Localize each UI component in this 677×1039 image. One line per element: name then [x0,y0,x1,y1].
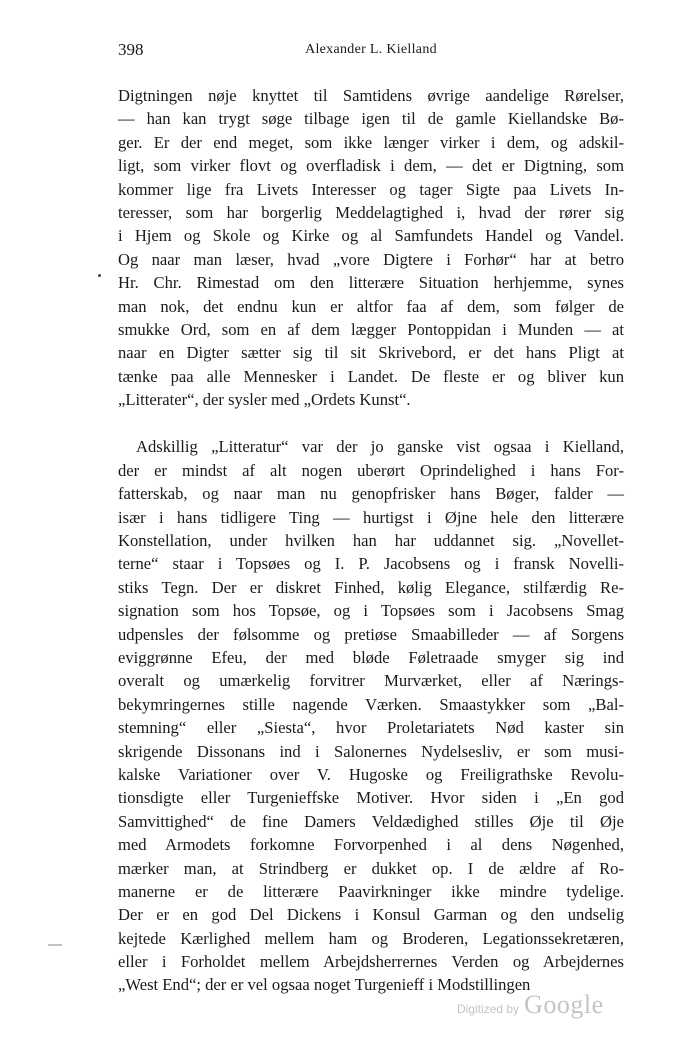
text-line: smukke Ord, som en af dem lægger Pontoppidan i Munden — at [118,319,624,339]
text-line: Der er en god Del Dickens i Konsul Garman og den undselig [118,905,624,925]
page-number: 398 [118,40,144,59]
text-line: fatterskab, og naar man nu genopfrisker hans Bøger, falder — [118,484,624,504]
text-line: terne“ staar i Topsøes og I. P. Jacobsens og i fransk Novelli- [118,554,624,574]
paragraph-2 [118,435,624,996]
watermark-brand: Google [524,990,604,1019]
text-line: tænke paa alle Mennesker i Landet. De fleste er og bliver kun [118,366,624,386]
text-line: mærker man, at Strindberg er dukket op. I de ældre af Ro- [118,858,624,878]
text-line: Og naar man læser, hvad „vore Digtere i Forhør“ har at betro [118,249,624,269]
running-title: Alexander L. Kielland [305,42,437,57]
text-line: man nok, det endnu kun er altfor faa af dem, som følger de [118,296,624,316]
text-line: stemning“ eller „Siesta“, hvor Proletariatets Nød kaster sin [118,718,624,738]
text-line: Konstellation, under hvilken han har uddannet sig. „Novellet- [118,531,624,551]
text-line: med Armodets forkomne Forvorpenhed i al dens Nøgenhed, [118,835,624,855]
text-line: tionsdigte eller Turgenieffske Motiver. Hvor siden i „En god [118,788,624,808]
text-line: „West End“; der er vel ogsaa noget Turgenieff i Modstillingen [118,975,531,995]
text-line: eviggrønne Efeu, der med bløde Føletraade smyger sig ind [118,647,624,667]
text-line: signation som hos Topsøe, og i Topsøes som i Jacobsens Smag [118,601,624,621]
body-text [118,84,624,997]
text-line: Digtningen nøje knyttet til Samtidens øvrige aandelige Rørelser, [118,86,624,105]
text-line: stiks Tegn. Der er diskret Finhed, kølig Elegance, stilfærdig Re- [118,577,624,597]
text-line: der er mindst af alt nogen uberørt Oprindelighed i hans For- [118,460,624,480]
text-line: især i hans tidligere Ting — hurtigst i Øjne hele den litterære [118,507,624,527]
text-line: manerne er de litterære Paavirkninger ikke mindre tydelige. [118,881,624,901]
text-line: Samvittighed“ de fine Damers Veldædighed stilles Øje til Øje [118,811,624,831]
scan-speck [98,274,101,277]
text-line: naar en Digter sætter sig til sit Skrivebord, er det hans Pligt at [118,343,624,363]
text-line: eller i Forholdet mellem Arbejdsherrernes Verden og Arbejdernes [118,952,624,972]
text-line: udpensles der følsomme og pretiøse Smaabilleder — af Sorgens [118,624,624,644]
text-line: overalt og umærkelig forvitrer Murværket, eller af Nærings- [118,671,624,691]
text-line: i Hjem og Skole og Kirke og al Samfundets Handel og Vandel. [118,226,624,246]
digitized-watermark [457,990,604,1020]
text-line: Hr. Chr. Rimestad om den litterære Situation herhjemme, synes [118,273,624,293]
text-line: kejtede Kærlighed mellem ham og Broderen, Legationssekretæren, [118,928,624,948]
text-line: „Litterater“, der sysler med „Ordets Kunst“. [118,390,411,410]
watermark-prefix: Digitized by [457,1002,520,1016]
text-line: teresser, som har borgerlig Meddelagtighed i, hvad der rører sig [118,202,624,222]
paragraph-1 [118,84,624,411]
text-line: kommer lige fra Livets Interesser og tager Sigte paa Livets In- [118,179,624,199]
text-line: — han kan trygt søge tilbage igen til de gamle Kiellandske Bø- [118,109,624,129]
text-line: bekymringernes stille nagende Værken. Smaastykker som „Bal- [118,694,624,714]
page-header [118,40,624,64]
text-line: kalske Variationer over V. Hugoske og Freiligrathske Revolu- [118,764,624,784]
text-line: skrigende Dissonans ind i Salonernes Nydelsesliv, er som musi- [118,741,624,761]
scan-mark [48,944,62,946]
text-line: Adskillig „Litteratur“ var der jo ganske vist ogsaa i Kielland, [136,437,624,457]
text-line: ger. Er der end meget, som ikke længer virker i dem, og adskil- [118,132,624,152]
text-line: ligt, som virker flovt og overfladisk i dem, — det er Digtning, som [118,156,624,176]
